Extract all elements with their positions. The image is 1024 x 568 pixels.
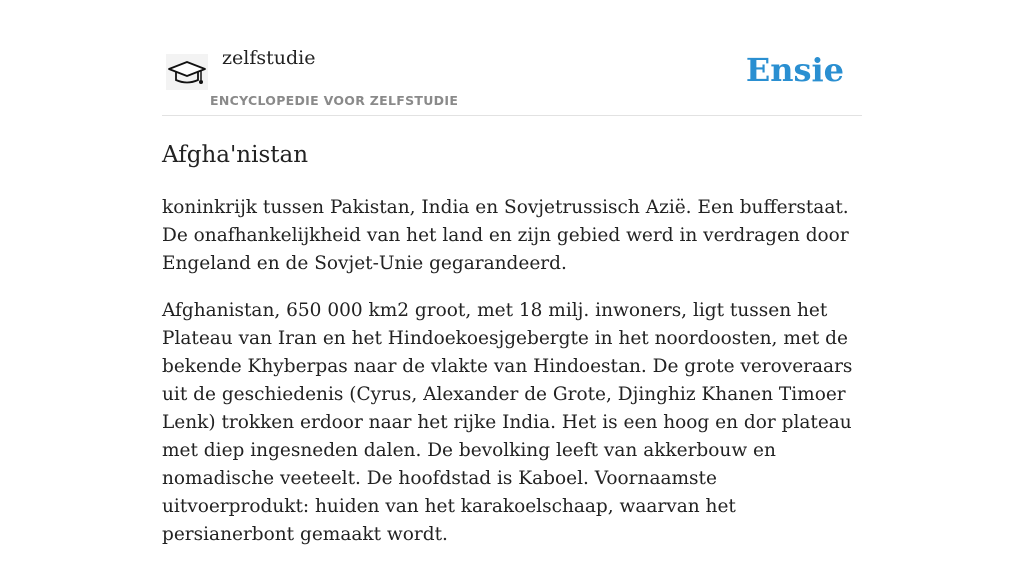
article-paragraph: koninkrijk tussen Pakistan, India en Sovjetrussisch Azië. Een bufferstaat. De onafhankelijkheid van het land en zijn gebied werd in verdragen door Engeland en de Sovjet-Unie gegarandeerd. [162,197,849,274]
article-title: Afgha'nistan [162,142,309,168]
site-name[interactable]: zelfstudie [222,47,316,69]
article-paragraph: Afghanistan, 650 000 km2 groot, met 18 milj. inwoners, ligt tussen het Plateau van Iran en het Hindoekoesjgebergte in het noordoosten, met de bekende Khyberpas naar de vlakte van Hindoestan. De grote veroveraars uit de geschiedenis (Cyrus, Alexander de Grote, Djinghiz Khanen Timoer Lenk) trokken erdoor naar het rijke India. Het is een hoog en dor plateau met diep ingesneden dalen. De bevolking leeft van akkerbouw en nomadische veeteelt. De hoofdstad is Kaboel. Voornaamste uitvoerprodukt: huiden van het karakoelschaap, waarvan het persianerbont gemaakt wordt. [162,300,853,545]
article-body [162,194,862,549]
site-header [162,0,862,116]
page-container [162,0,862,568]
graduation-cap-icon[interactable] [166,54,208,90]
brand-logo-link[interactable]: Ensie [745,51,844,89]
site-tagline: ENCYCLOPEDIE VOOR ZELFSTUDIE [210,93,459,108]
